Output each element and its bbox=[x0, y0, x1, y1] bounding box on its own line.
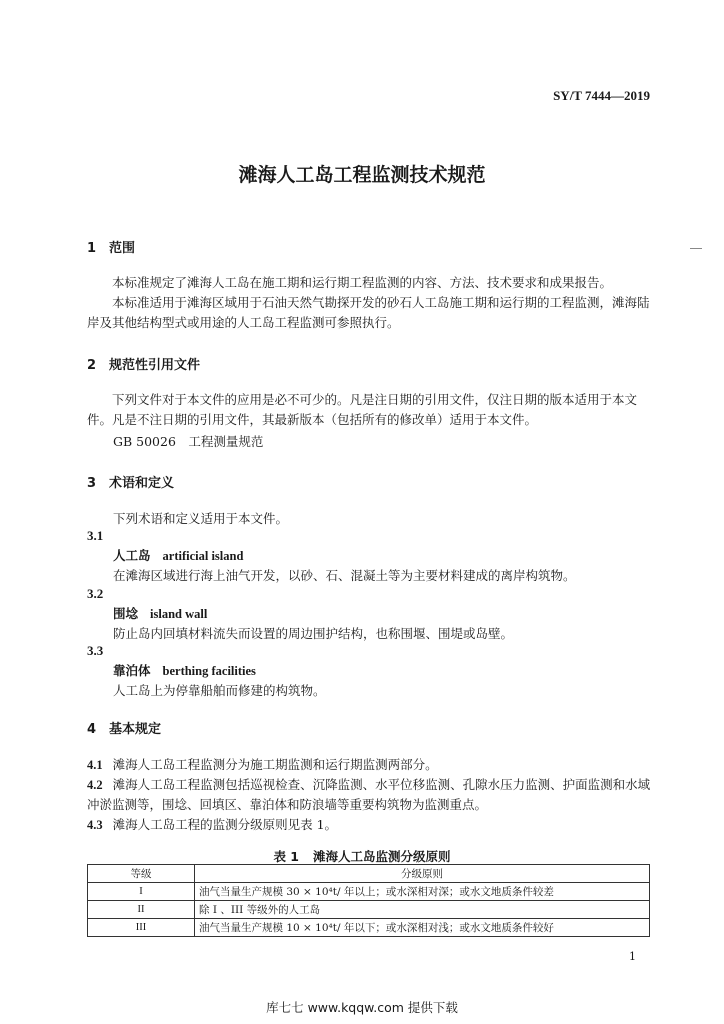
section-3-intro: 下列术语和定义适用于本文件。 bbox=[113, 511, 289, 526]
level-cell: I bbox=[88, 883, 195, 901]
normative-reference: GB 50026 工程测量规范 bbox=[113, 434, 264, 449]
section-1-paragraph-2: 本标准适用于滩海区域用于石油天然气勘探开发的砂石人工岛施工期和运行期的工程监测，滩海陆岸及其他结构型式或用途的人工岛工程监测可参照执行。 bbox=[87, 295, 650, 330]
clause-text: 滩海人工岛工程监测包括巡视检查、沉降监测、水平位移监测、孔隙水压力监测、护面监测和水域冲淤监测等，围埝、回填区、靠泊体和防浪墙等重要构筑物为监测重点。 bbox=[87, 777, 651, 812]
term-zh: 围埝 bbox=[113, 606, 139, 621]
clause-4-1 bbox=[87, 755, 657, 775]
section-title: 基本规定 bbox=[109, 722, 162, 737]
term-en: island wall bbox=[150, 607, 208, 621]
scan-mark bbox=[690, 248, 702, 249]
header-cell-level: 等级 bbox=[88, 865, 195, 883]
page-number: 1 bbox=[629, 950, 636, 963]
table-title: 滩海人工岛监测分级原则 bbox=[313, 849, 451, 864]
level-cell: II bbox=[88, 901, 195, 919]
term-en: berthing facilities bbox=[162, 664, 256, 678]
section-1-paragraph-1: 本标准规定了滩海人工岛在施工期和运行期工程监测的内容、方法、技术要求和成果报告。 bbox=[112, 275, 613, 290]
table-row bbox=[88, 901, 650, 919]
term-definition: 防止岛内回填材料流失而设置的周边围护结构，也称围堰、围堤或岛壁。 bbox=[113, 626, 514, 641]
table-label: 表 1 bbox=[273, 849, 300, 864]
header-cell-principle: 分级原则 bbox=[195, 865, 650, 883]
download-footer: 库七七 www.kqqw.com 提供下载 bbox=[266, 1000, 458, 1015]
principle-cell: 油气当量生产规模 10 × 10⁴t/ 年以下；或水深相对浅；或水文地质条件较好 bbox=[195, 919, 650, 937]
term-definition: 人工岛上为停靠船舶而修建的构筑物。 bbox=[113, 683, 326, 698]
document-title: 滩海人工岛工程监测技术规范 bbox=[238, 164, 486, 186]
principle-cell: 油气当量生产规模 30 × 10⁴t/ 年以上；或水深相对深；或水文地质条件较差 bbox=[195, 883, 650, 901]
section-title: 范围 bbox=[109, 241, 136, 256]
term-en: artificial island bbox=[162, 549, 244, 563]
section-title: 术语和定义 bbox=[109, 476, 175, 491]
term-zh: 人工岛 bbox=[113, 548, 151, 563]
section-3-heading bbox=[87, 472, 174, 491]
grading-table bbox=[87, 864, 650, 937]
term-heading bbox=[113, 661, 256, 679]
term-number: 3.1 bbox=[87, 528, 104, 543]
section-number: 2 bbox=[87, 358, 97, 373]
standard-code: SY/T 7444—2019 bbox=[553, 88, 650, 103]
level-cell: III bbox=[88, 919, 195, 937]
term-zh: 靠泊体 bbox=[113, 663, 151, 678]
principle-cell: 除 I 、III 等级外的人工岛 bbox=[195, 901, 650, 919]
table-row bbox=[88, 883, 650, 901]
section-2-paragraph: 下列文件对于本文件的应用是必不可少的。凡是注日期的引用文件，仅注日期的版本适用于本文件。凡是不注日期的引用文件，其最新版本（包括所有的修改单）适用于本文件。 bbox=[87, 392, 638, 427]
term-number: 3.3 bbox=[87, 643, 104, 658]
term-heading bbox=[113, 546, 243, 564]
section-1-heading bbox=[87, 237, 135, 256]
section-number: 1 bbox=[87, 241, 97, 256]
table-row bbox=[88, 919, 650, 937]
clause-number: 4.1 bbox=[87, 758, 103, 772]
section-number: 4 bbox=[87, 722, 97, 737]
term-heading bbox=[113, 604, 207, 622]
section-number: 3 bbox=[87, 476, 97, 491]
clause-text: 滩海人工岛工程的监测分级原则见表 1。 bbox=[112, 817, 338, 832]
clause-4-3 bbox=[87, 815, 657, 835]
section-4-heading bbox=[87, 718, 161, 737]
table-caption bbox=[0, 847, 724, 865]
table-header-row bbox=[88, 865, 650, 883]
term-definition: 在滩海区域进行海上油气开发，以砂、石、混凝土等为主要材料建成的离岸构筑物。 bbox=[113, 568, 576, 583]
clause-number: 4.3 bbox=[87, 818, 103, 832]
clause-text: 滩海人工岛工程监测分为施工期监测和运行期监测两部分。 bbox=[112, 757, 438, 772]
section-2-heading bbox=[87, 354, 200, 373]
clause-4-2 bbox=[87, 775, 657, 815]
clause-number: 4.2 bbox=[87, 778, 103, 792]
term-number: 3.2 bbox=[87, 586, 104, 601]
section-title: 规范性引用文件 bbox=[109, 358, 201, 373]
